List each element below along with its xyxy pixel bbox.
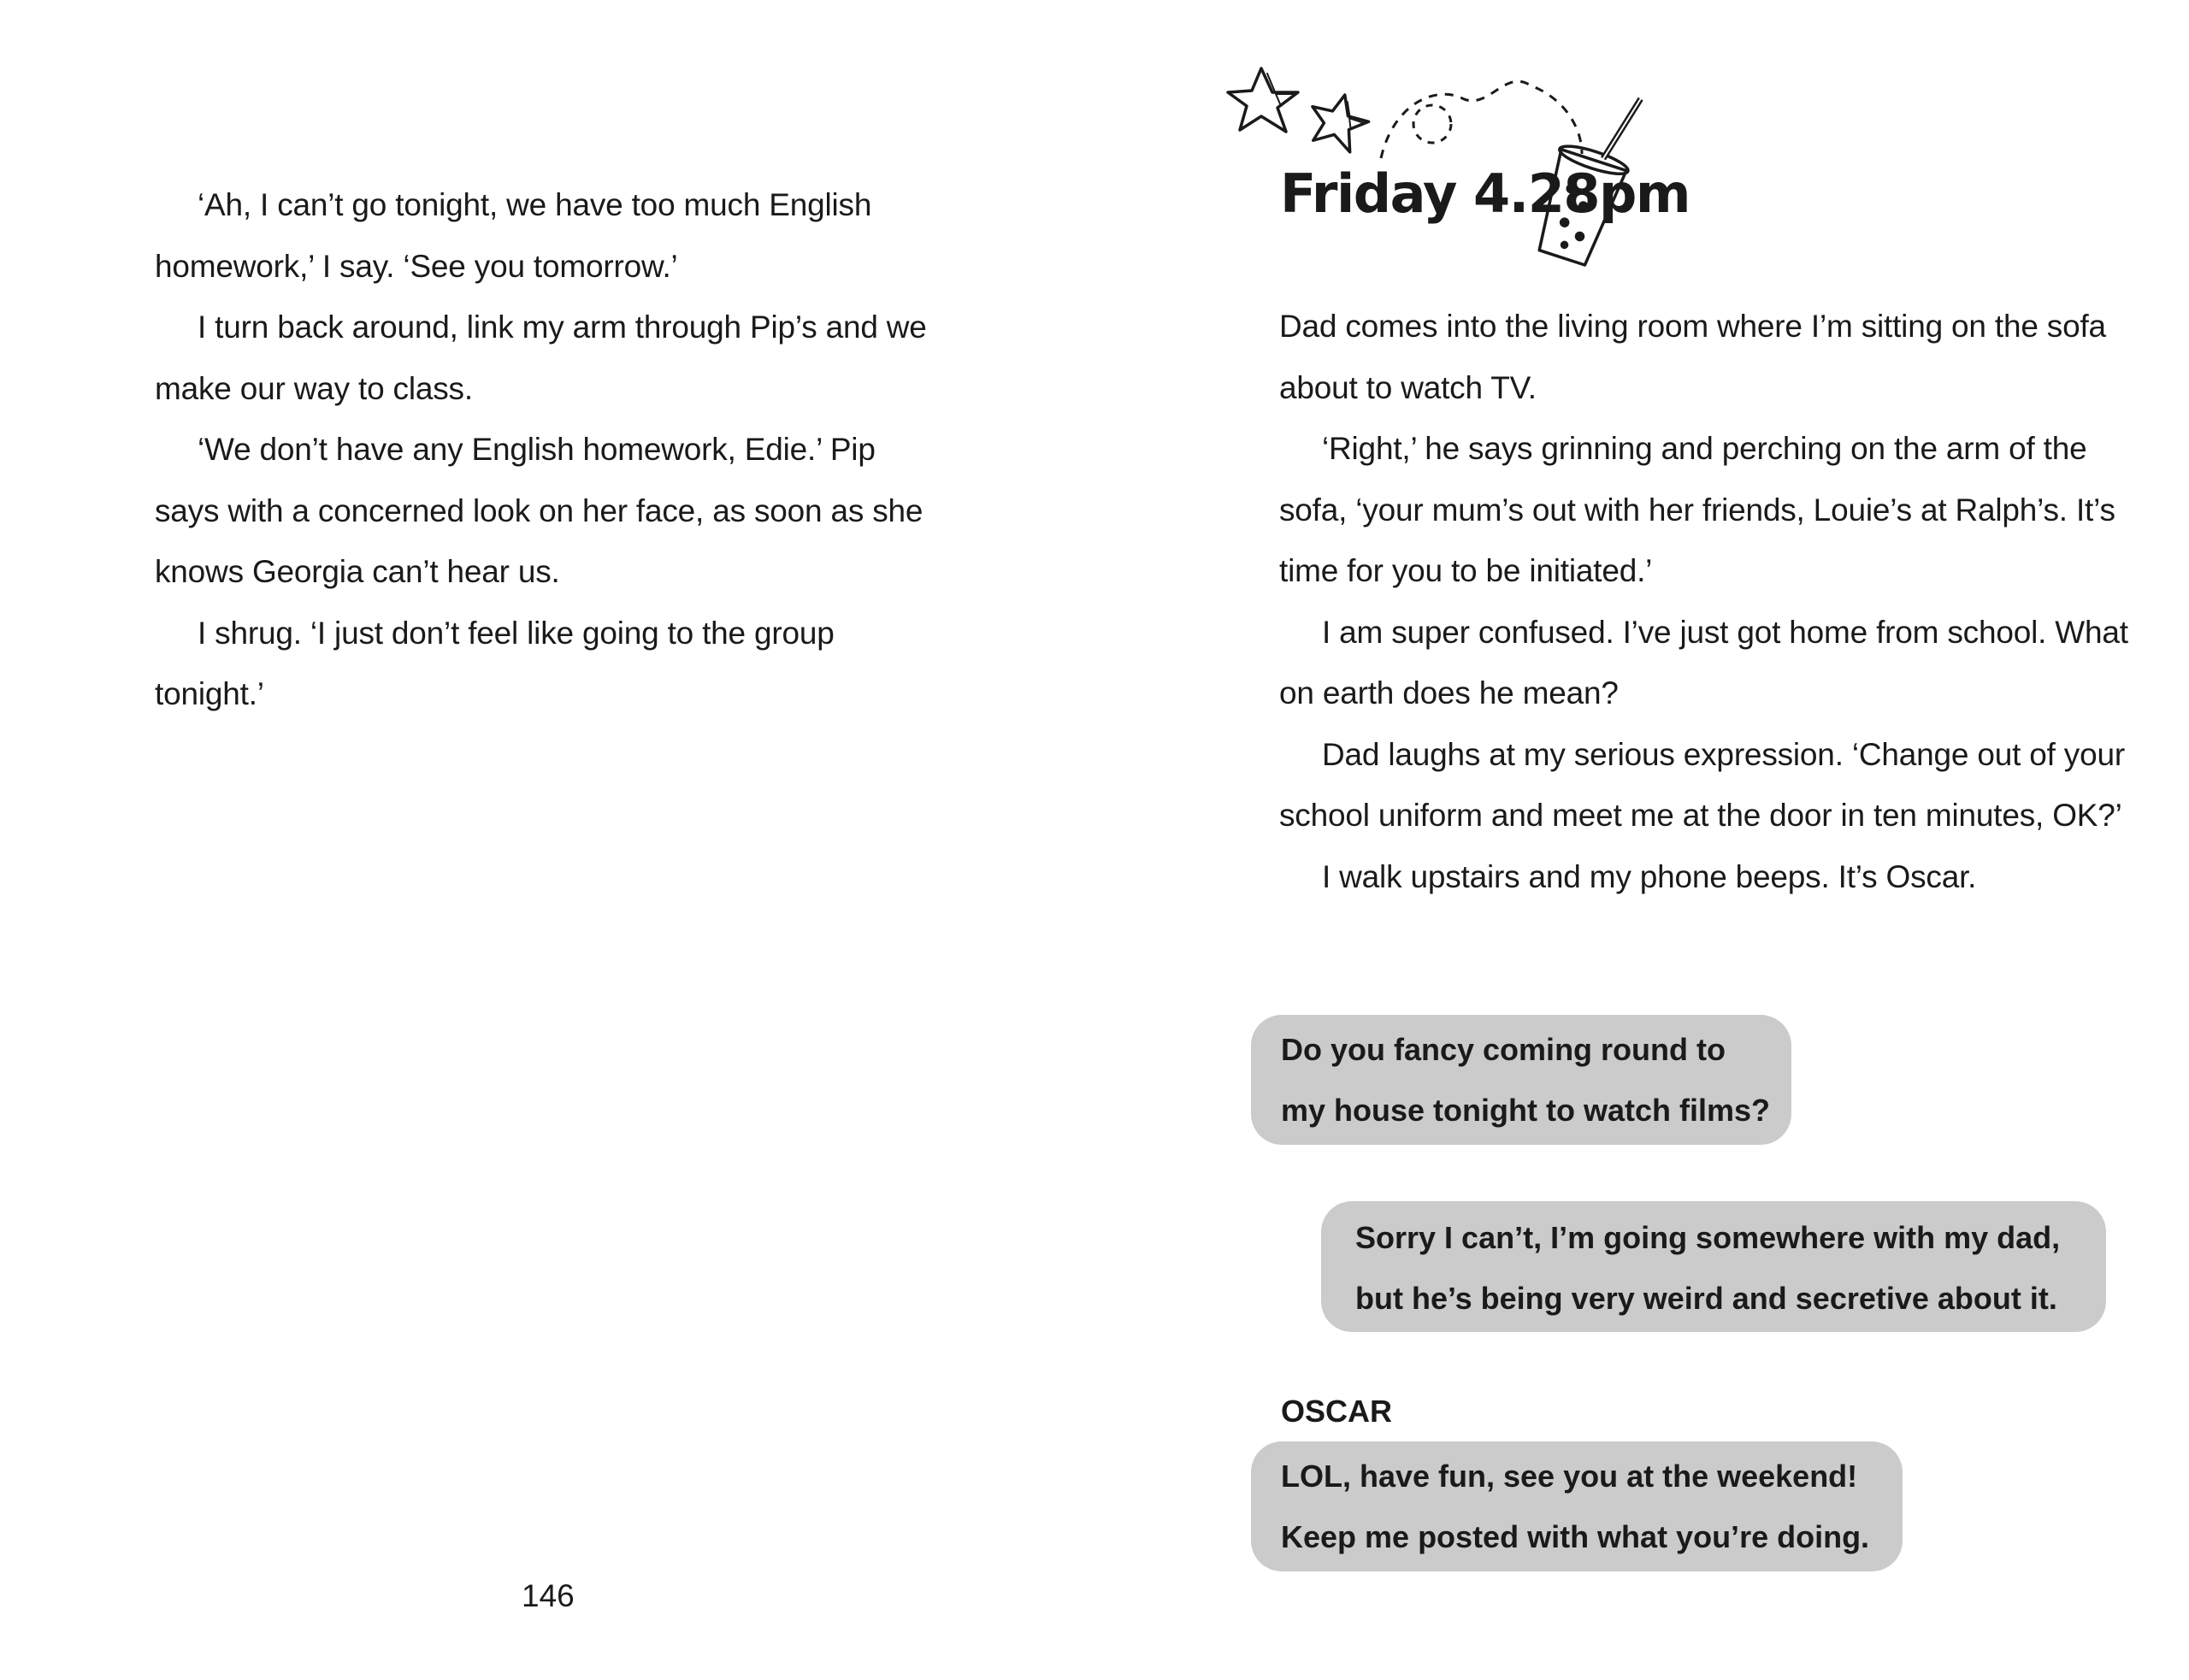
page-number: 146 — [522, 1578, 575, 1613]
right-page-text — [1279, 296, 2134, 907]
left-page-text — [155, 174, 941, 725]
paragraph: I shrug. ‘I just don’t feel like going to the group tonight.’ — [155, 615, 835, 711]
message-bubble-incoming — [1251, 1015, 1791, 1145]
paragraph: I walk upstairs and my phone beeps. It’s Oscar. — [1322, 858, 1977, 894]
paragraph: I am super confused. I’ve just got home from school. What on earth does he mean? — [1279, 614, 2128, 710]
message-line: LOL, have fun, see you at the weekend! — [1281, 1459, 1858, 1494]
message-bubble-outgoing — [1321, 1201, 2106, 1332]
right-page — [1094, 0, 2189, 1680]
paragraph: Dad comes into the living room where I’m sitting on the sofa about to watch TV. — [1279, 309, 2106, 405]
star-icon — [1228, 68, 1298, 132]
message-line: my house tonight to watch films? — [1281, 1093, 1771, 1128]
paragraph: ‘Ah, I can’t go tonight, we have too much English homework,’ I say. ‘See you tomorrow.’ — [155, 187, 872, 284]
message-sender: OSCAR — [1281, 1394, 1393, 1429]
message-line: Keep me posted with what you’re doing. — [1281, 1519, 1870, 1554]
paragraph: ‘Right,’ he says grinning and perching on the arm of the sofa, ‘your mum’s out with her friends, Louie’s at Ralph’s. It’s time for you to be initiated.’ — [1279, 431, 2115, 588]
star-icon — [1304, 87, 1374, 154]
dashed-trail — [1381, 81, 1582, 158]
left-page — [0, 0, 1094, 1680]
page-title: Friday 4.28pm — [1280, 162, 1690, 225]
message-line: but he’s being very weird and secretive about it. — [1355, 1281, 2057, 1316]
message-line: Sorry I can’t, I’m going somewhere with my dad, — [1355, 1220, 2061, 1255]
paragraph: ‘We don’t have any English homework, Edie.’ Pip says with a concerned look on her face, as soon as she knows Georgia can’t hear us. — [155, 432, 923, 589]
paragraph: Dad laughs at my serious expression. ‘Change out of your school uniform and meet me at the door in ten minutes, OK?’ — [1279, 736, 2125, 833]
paragraph: I turn back around, link my arm through Pip’s and we make our way to class. — [155, 309, 927, 406]
message-bubble-incoming — [1251, 1441, 1903, 1571]
message-line: Do you fancy coming round to — [1281, 1032, 1726, 1067]
